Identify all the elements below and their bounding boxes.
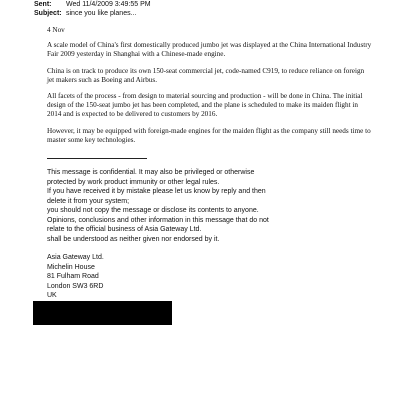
- subject-label: Subject:: [34, 10, 62, 17]
- address-line: UK: [47, 292, 57, 299]
- disclaimer-line: shall be understood as neither given nor endorsed by it.: [47, 235, 220, 243]
- disclaimer-line: This message is confidential. It may also be privileged or otherwise: [47, 169, 255, 176]
- signature-divider: [47, 158, 147, 159]
- confidentiality-disclaimer: [47, 168, 367, 244]
- disclaimer-line: you should not copy the message or disclose its contents to anyone.: [47, 207, 259, 214]
- email-header: [34, 0, 151, 18]
- address-line: Asia Gateway Ltd.: [47, 254, 104, 261]
- redaction-block: [33, 301, 172, 325]
- disclaimer-line: If you have received it by mistake please let us know by reply and then: [47, 188, 266, 195]
- subject-value: since you like planes...: [66, 10, 137, 17]
- disclaimer-line: relate to the official business of Asia Gateway Ltd.: [47, 226, 202, 233]
- body-paragraph: A scale model of China's first domestically produced jumbo jet was displayed at the China International Industry Fair 2009 yesterday in Shanghai with a Chinese-made engine.: [47, 41, 372, 58]
- body-paragraph: China is on track to produce its own 150-seat commercial jet, code-named C919, to reduce reliance on foreign jet makers such as Boeing and Airbus.: [47, 67, 365, 84]
- address-line: 81 Fulham Road: [47, 273, 99, 280]
- subject-row: [34, 9, 151, 18]
- body-paragraph: All facets of the process - from design to material sourcing and production - will be done in China. The initial design of the 150-seat jumbo jet has been completed, and the plane is scheduled to make its maiden flight in 2014 and is expected to be delivered to customers by 2016.: [47, 92, 363, 118]
- sent-value: Wed 11/4/2009 3:49:55 PM: [66, 1, 151, 8]
- email-date: 4 Nov: [47, 26, 65, 34]
- disclaimer-line: Opinions, conclusions and other information in this message that do not: [47, 216, 269, 224]
- address-line: Michelin House: [47, 263, 95, 271]
- sent-row: [34, 0, 151, 9]
- sent-label: Sent:: [34, 1, 52, 8]
- address-line: London SW3 6RD: [47, 282, 104, 290]
- company-address: [47, 253, 104, 301]
- disclaimer-line: protected by work product immunity or other legal rules.: [47, 178, 220, 186]
- disclaimer-line: delete it from your system;: [47, 197, 130, 205]
- body-paragraph: However, it may be equipped with foreign-made engines for the maiden flight as the company still needs time to master some key technologies.: [47, 127, 371, 144]
